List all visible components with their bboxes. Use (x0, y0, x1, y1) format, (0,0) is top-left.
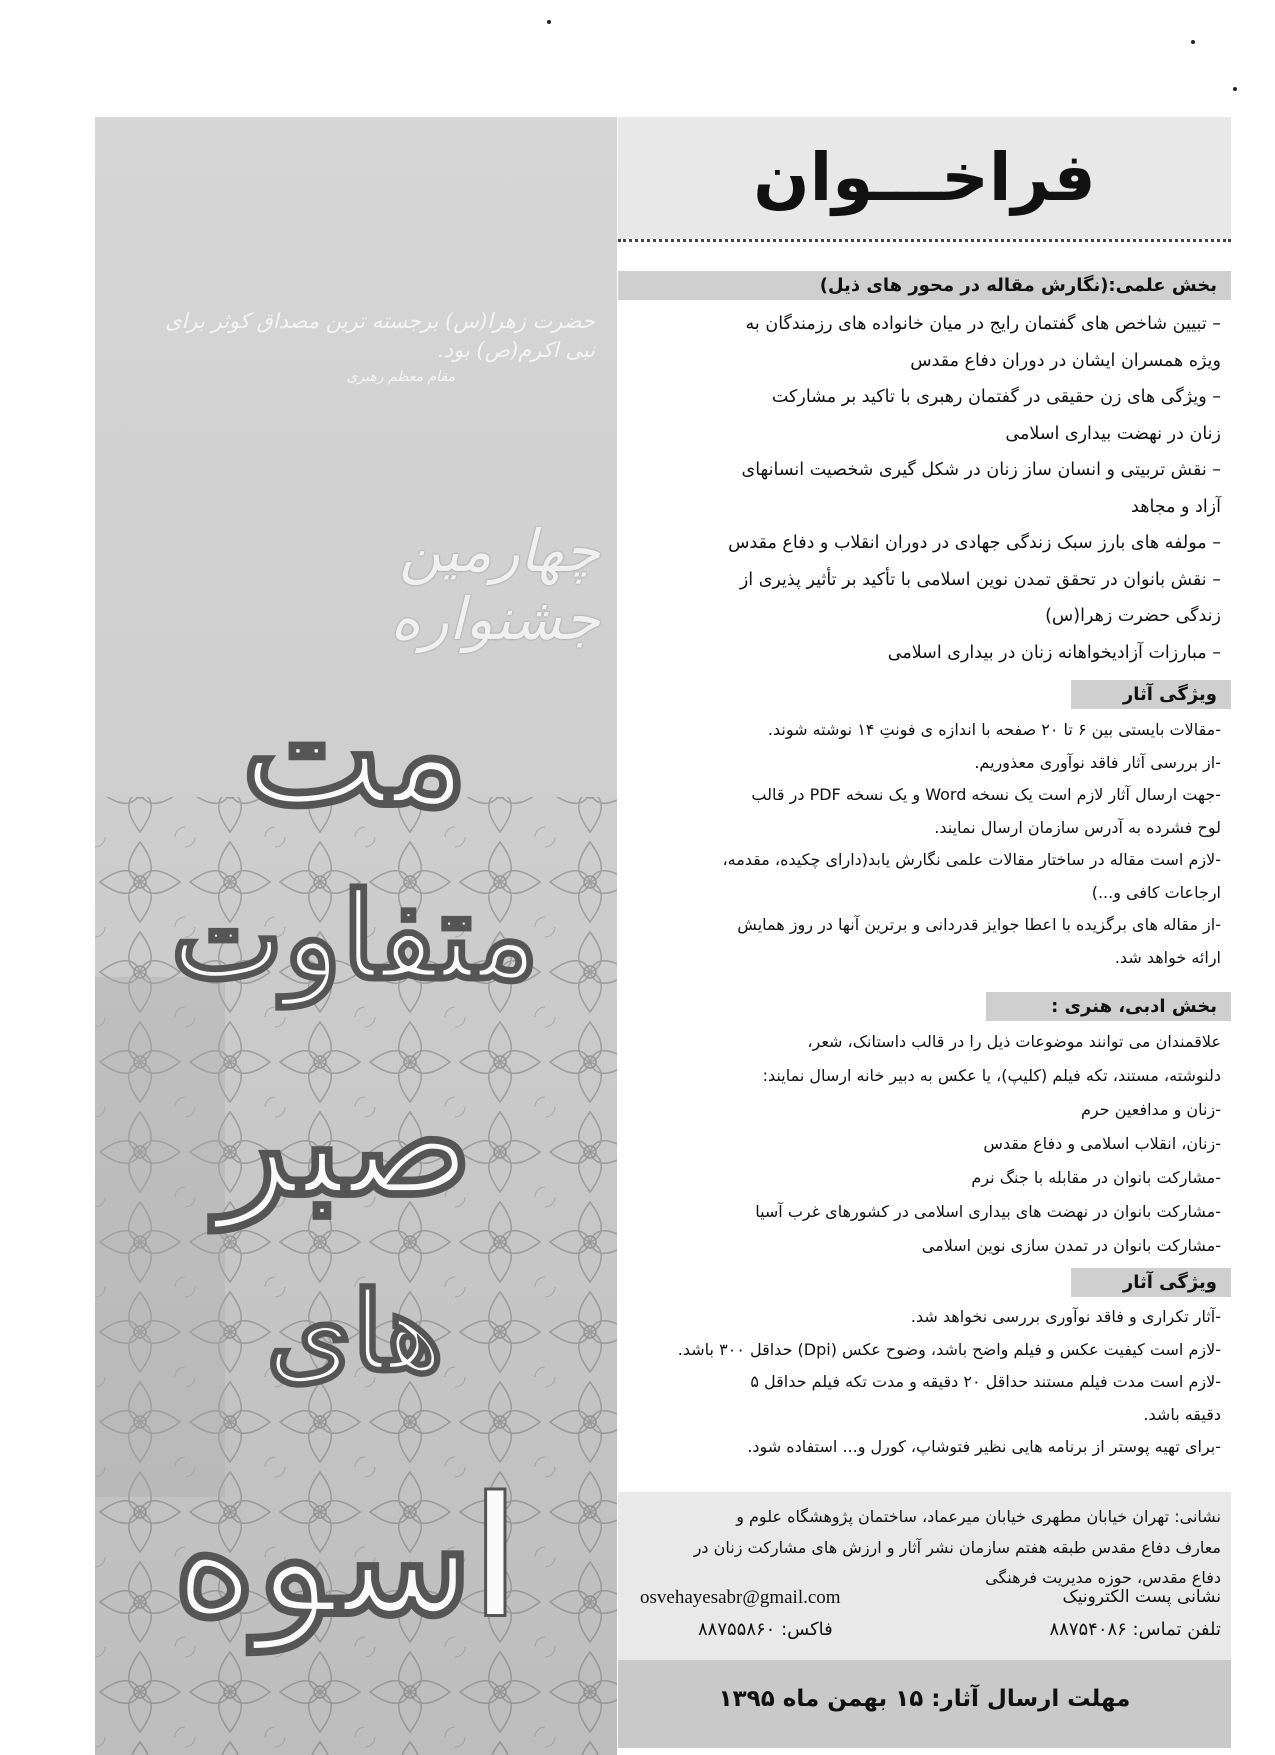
scientific-line: زندگی حضرت زهرا(س) (1045, 606, 1221, 626)
features-list (722, 714, 1221, 974)
poster-quote: حضرت زهرا(س) برجسته ترین مصداق کوثر برای نبی اکرم(ص) بود. (165, 309, 595, 363)
scientific-line: آزاد و مجاهد (1131, 496, 1221, 517)
features-line: لوح فشرده به آدرس سازمان ارسال نمایند. (934, 817, 1221, 837)
scientific-line: – مولفه های بارز سبک زندگی جهادی در دوران انقلاب و دفاع مقدس (728, 533, 1221, 553)
email-label: نشانی پست الکترونیک (1062, 1587, 1221, 1607)
features-line: -آثار تکراری و فاقد نوآوری بررسی نخواهد شد. (910, 1307, 1221, 1326)
section-heading-scientific: بخش علمی:(نگارش مقاله در محور های ذیل) (618, 271, 1231, 300)
artistic-line: علاقمندان می توانند موضوعات ذیل را در قالب داستانک، شعر، (807, 1032, 1221, 1051)
poster-festival-title: چهارمین جشنواره (390, 517, 600, 653)
scientific-line: – نقش بانوان در تحقق تمدن نوین اسلامی با تأکید بر تأثیر پذیری از (739, 569, 1221, 590)
features-line: ارجاعات کافی و...) (1091, 882, 1221, 902)
contact-address (694, 1502, 1221, 1594)
artistic-topics (755, 1025, 1221, 1263)
scientific-line: – نقش تربیتی و انسان ساز زنان در شکل گیری شخصیت انسانهای (741, 460, 1221, 480)
poster-headline-word: صبر (217, 1054, 473, 1230)
artistic-line: -زنان و مدافعین حرم (1081, 1100, 1221, 1119)
artistic-line: -زنان، انقلاب اسلامی و دفاع مقدس (983, 1134, 1221, 1153)
features-line: -برای تهیه پوستر از برنامه هایی نظیر فتوشاپ، کورل و... استفاده شود. (747, 1437, 1221, 1456)
address-line: دفاع مقدس، حوزه مدیریت فرهنگی (985, 1568, 1221, 1587)
scientific-line: زنان در نهضت بیداری اسلامی (1005, 423, 1221, 444)
poster-headline-word: اسوه (172, 1463, 518, 1651)
section-heading-features: ویژگی آثار (1071, 680, 1231, 709)
features-line: -لازم است مقاله در ساختار مقالات علمی نگارش یابد(دارای چکیده، مقدمه، (722, 850, 1221, 869)
scan-speck (1233, 87, 1237, 91)
email-address[interactable]: osvehayesabr@gmail.com (640, 1587, 841, 1608)
poster-artwork (95, 117, 617, 1755)
section-heading-features: ویژگی آثار (1071, 1268, 1231, 1297)
address-line: معارف دفاع مقدس طبقه هفتم سازمان نشر آثار و ارزش های مشارکت زنان در (693, 1537, 1221, 1557)
features-line: -جهت ارسال آثار لازم است یک نسخه Word و یک نسخه PDF در قالب (751, 785, 1221, 804)
scan-speck (547, 20, 551, 24)
poster-quote-source: مقام معظم رهبری (346, 369, 455, 385)
fax-number: فاکس: ۸۸۷۵۵۸۶۰ (698, 1619, 833, 1640)
features-list (678, 1301, 1221, 1464)
poster-headline-word: متفاوت (170, 866, 540, 1007)
scan-speck (1191, 40, 1195, 44)
dotted-divider (618, 239, 1231, 242)
features-line: -لازم است مدت فیلم مستند حداقل ۲۰ دقیقه و مدت تکه فیلم حداقل ۵ (750, 1372, 1221, 1391)
artistic-line: -مشارکت بانوان در نهضت های بیداری اسلامی در کشورهای غرب آسیا (755, 1202, 1221, 1221)
features-line: -مقالات بایستی بین ۶ تا ۲۰ صفحه با اندازه ی فونتِ ۱۴ نوشته شوند. (767, 720, 1221, 739)
features-line: -لازم است کیفیت عکس و فیلم واضح باشد، وضوح عکس (Dpi) حداقل ۳۰۰ باشد. (677, 1339, 1221, 1359)
section-heading-artistic: بخش ادبی، هنری : (986, 992, 1231, 1021)
features-line: ارائه خواهد شد. (1114, 947, 1221, 967)
features-line: دقیقه باشد. (1143, 1404, 1221, 1424)
scientific-line: – مبارزات آزادیخواهانه زنان در بیداری اسلامی (887, 642, 1221, 663)
artistic-line: -مشارکت بانوان در مقابله با جنگ نرم (971, 1168, 1221, 1187)
address-line: نشانی: تهران خیابان مطهری خیابان میرعماد، ساختمان پژوهشگاه علوم و (736, 1507, 1221, 1526)
poster-headline-word: مت (241, 664, 469, 840)
scientific-line: – ویژگی های زن حقیقی در گفتمان رهبری با تاکید بر مشارکت (771, 387, 1221, 407)
features-line: -از بررسی آثار فاقد نوآوری معذوریم. (974, 752, 1221, 772)
scientific-line: ویژه همسران ایشان در دوران دفاع مقدس (910, 350, 1221, 371)
scientific-line: – تبیین شاخص های گفتمان رایج در میان خانواده های رزمندگان به (745, 314, 1221, 334)
scientific-topics (728, 306, 1221, 671)
phone-number: تلفن تماس: ۸۸۷۵۴۰۸۶ (1049, 1619, 1221, 1640)
page-title: فراخـــوان (618, 117, 1231, 239)
artistic-line: دلنوشته، مستند، تکه فیلم (کلیپ)، یا عکس به دبیر خانه ارسال نمایند: (762, 1066, 1221, 1085)
features-line: -از مقاله های برگزیده با اعطا جوایز قدردانی و برترین آنها در روز همایش (737, 915, 1221, 934)
poster-headline-word: های (266, 1267, 444, 1396)
deadline-banner: مهلت ارسال آثار: ۱۵ بهمن ماه ۱۳۹۵ (618, 1660, 1231, 1748)
artistic-line: -مشارکت بانوان در تمدن سازی نوین اسلامی (921, 1236, 1221, 1255)
